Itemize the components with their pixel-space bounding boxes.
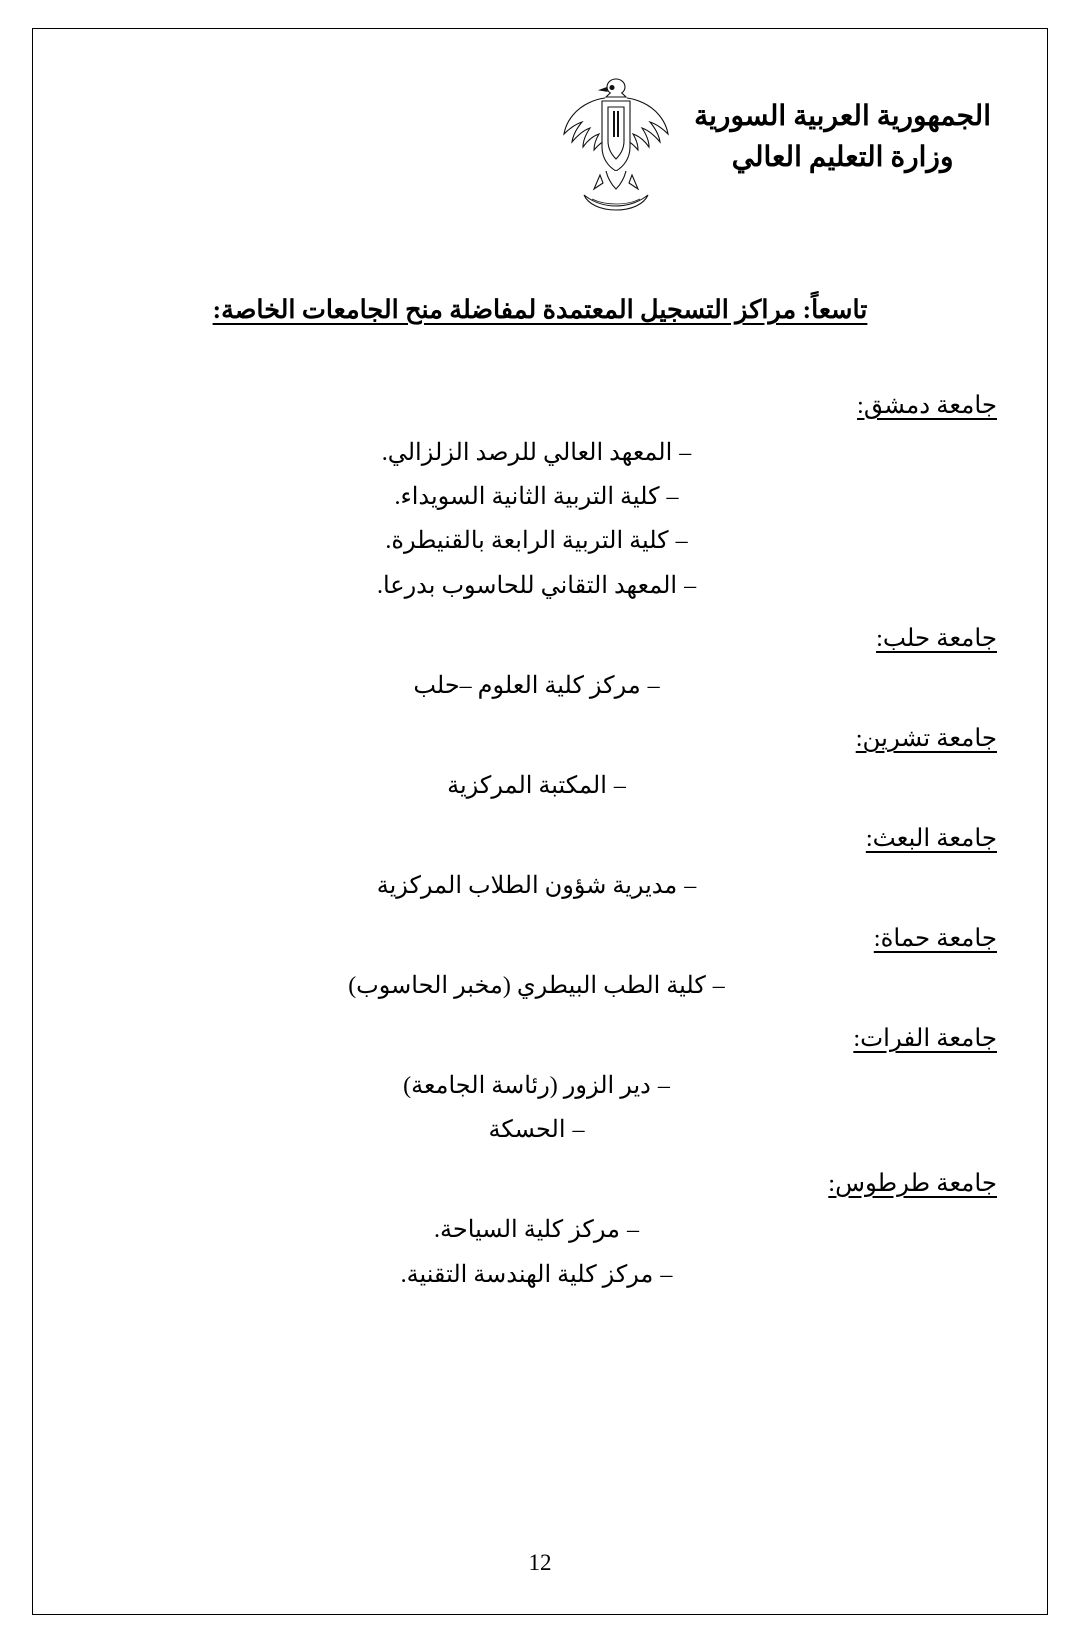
list-item bbox=[79, 664, 1001, 708]
list-item bbox=[79, 431, 1001, 475]
group-heading: جامعة طرطوس: bbox=[828, 1169, 997, 1197]
list-item bbox=[79, 1064, 1001, 1108]
syrian-eagle-emblem-icon bbox=[556, 71, 676, 211]
group-heading: جامعة حماة: bbox=[873, 925, 997, 953]
ministry-name: وزارة التعليم العالي bbox=[731, 141, 954, 173]
group-items bbox=[79, 964, 1001, 1008]
list-item bbox=[79, 1208, 1001, 1252]
group-aleppo bbox=[79, 618, 1001, 708]
list-item bbox=[79, 864, 1001, 908]
group-items bbox=[79, 1064, 1001, 1153]
list-item-text: مديرية شؤون الطلاب المركزية bbox=[376, 872, 678, 899]
list-item-text: مركز كلية العلوم –حلب bbox=[413, 672, 641, 699]
list-item bbox=[79, 1108, 1001, 1152]
list-item-text: الحسكة bbox=[488, 1117, 566, 1144]
page-title-text: تاسعاً: مراكز التسجيل المعتمدة لمفاضلة منح الجامعات الخاصة: bbox=[212, 295, 868, 324]
dash-marker: – bbox=[684, 572, 697, 599]
list-item bbox=[79, 764, 1001, 808]
group-heading: جامعة البعث: bbox=[865, 825, 997, 853]
list-item-text: المعهد العالي للرصد الزلزالي. bbox=[381, 439, 673, 466]
group-heading: جامعة الفرات: bbox=[853, 1025, 997, 1053]
page-title bbox=[79, 295, 1001, 325]
group-tartous bbox=[79, 1163, 1001, 1297]
country-name: الجمهورية العربية السورية bbox=[694, 101, 991, 132]
group-heading: جامعة دمشق: bbox=[857, 392, 997, 419]
dash-marker: – bbox=[679, 439, 692, 466]
ministry-heading bbox=[694, 71, 991, 178]
list-item bbox=[79, 964, 1001, 1008]
list-item-text: المعهد التقاني للحاسوب بدرعا. bbox=[376, 572, 678, 599]
group-items bbox=[79, 1208, 1001, 1297]
list-item-text: المكتبة المركزية bbox=[447, 772, 607, 799]
dash-marker: – bbox=[626, 1217, 639, 1244]
group-heading: جامعة تشرين: bbox=[855, 725, 997, 753]
group-items bbox=[79, 864, 1001, 908]
page-number: 12 bbox=[528, 1550, 552, 1575]
list-item-text: دير الزور (رئاسة الجامعة) bbox=[403, 1072, 651, 1099]
group-albaath bbox=[79, 818, 1001, 908]
group-items bbox=[79, 664, 1001, 708]
dash-marker: – bbox=[647, 672, 660, 699]
dash-marker: – bbox=[712, 972, 725, 999]
list-item bbox=[79, 1253, 1001, 1297]
dash-marker: – bbox=[675, 528, 688, 555]
group-items bbox=[79, 431, 1001, 609]
dash-marker: – bbox=[684, 872, 697, 899]
list-item bbox=[79, 564, 1001, 608]
list-item-text: كلية التربية الثانية السويداء. bbox=[394, 484, 660, 511]
dash-marker: – bbox=[613, 772, 626, 799]
group-damascus bbox=[79, 385, 1001, 608]
registration-centers-list bbox=[79, 385, 1001, 1307]
page-border-frame bbox=[32, 28, 1048, 1615]
document-header bbox=[79, 71, 991, 211]
dash-marker: – bbox=[666, 484, 679, 511]
group-tishreen bbox=[79, 718, 1001, 808]
list-item-text: كلية التربية الرابعة بالقنيطرة. bbox=[385, 528, 669, 555]
group-euphrates bbox=[79, 1018, 1001, 1152]
list-item bbox=[79, 519, 1001, 563]
dash-marker: – bbox=[657, 1072, 670, 1099]
list-item-text: مركز كلية الهندسة التقنية. bbox=[400, 1261, 654, 1288]
group-items bbox=[79, 764, 1001, 808]
list-item-text: كلية الطب البيطري (مخبر الحاسوب) bbox=[348, 972, 706, 999]
group-heading: جامعة حلب: bbox=[876, 625, 997, 653]
group-hama bbox=[79, 918, 1001, 1008]
list-item-text: مركز كلية السياحة. bbox=[434, 1217, 620, 1244]
dash-marker: – bbox=[660, 1261, 673, 1288]
dash-marker: – bbox=[572, 1117, 585, 1144]
list-item bbox=[79, 475, 1001, 519]
